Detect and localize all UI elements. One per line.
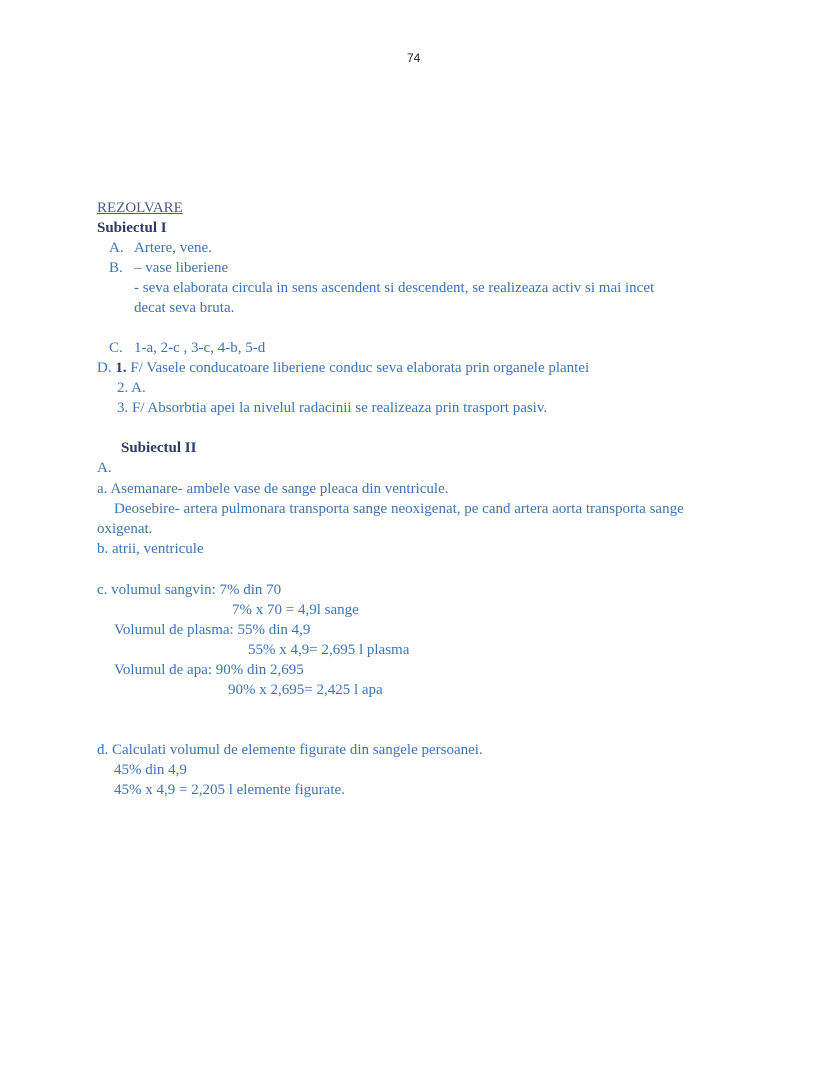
subject-1-heading: Subiectul I [97, 220, 167, 236]
answer-2a-line2: Deosebire- artera pulmonara transporta sange neoxigenat, pe cand artera aorta transporta sange [114, 501, 684, 517]
section-title: REZOLVARE [97, 200, 183, 216]
page-number: 74 [407, 51, 421, 65]
answer-2c-line2: 7% x 70 = 4,9l sange [232, 602, 359, 618]
answer-2d-line2: 45% din 4,9 [114, 762, 187, 778]
list-label-b: B. [109, 260, 123, 276]
answer-2a-line3: oxigenat. [97, 521, 153, 537]
list-label-a: A. [109, 240, 124, 256]
answer-2d-line1: d. Calculati volumul de elemente figurate din sangele persoanei. [97, 742, 483, 758]
answer-2c-line3: Volumul de plasma: 55% din 4,9 [114, 622, 311, 638]
answer-2a-line1: a. Asemanare- ambele vase de sange pleaca din ventricule. [97, 481, 449, 497]
d1-text: F/ Vasele conducatoare liberiene conduc seva elaborata prin organele plantei [130, 360, 590, 376]
answer-2c-line1: c. volumul sangvin: 7% din 70 [97, 582, 282, 598]
answer-b: – vase liberiene [134, 260, 229, 276]
answer-d3: 3. F/ Absorbtia apei la nivelul radacinii se realizeaza prin trasport pasiv. [117, 400, 548, 416]
answer-2d-line3: 45% x 4,9 = 2,205 l elemente figurate. [114, 782, 345, 798]
answer-a: Artere, vene. [134, 240, 212, 256]
answer-2b: b. atrii, ventricule [97, 541, 204, 557]
answer-b-line3: decat seva bruta. [134, 300, 235, 316]
answer-2c-line5: Volumul de apa: 90% din 2,695 [114, 662, 304, 678]
answer-2c-line4: 55% x 4,9= 2,695 l plasma [248, 642, 410, 658]
answer-d1 [97, 358, 589, 378]
answer-b-line2: - seva elaborata circula in sens ascendent si descendent, se realizeaza activ si mai incet [134, 280, 655, 296]
part-a-label: A. [97, 460, 112, 476]
d1-number: 1. [115, 360, 127, 376]
answer-c: 1-a, 2-c , 3-c, 4-b, 5-d [134, 340, 266, 356]
subject-2-heading: Subiectul II [121, 440, 197, 456]
list-label-c: C. [109, 340, 123, 356]
answer-2c-line6: 90% x 2,695= 2,425 l apa [228, 682, 383, 698]
list-label-d: D. [97, 360, 112, 376]
answer-d2: 2. A. [117, 380, 146, 396]
